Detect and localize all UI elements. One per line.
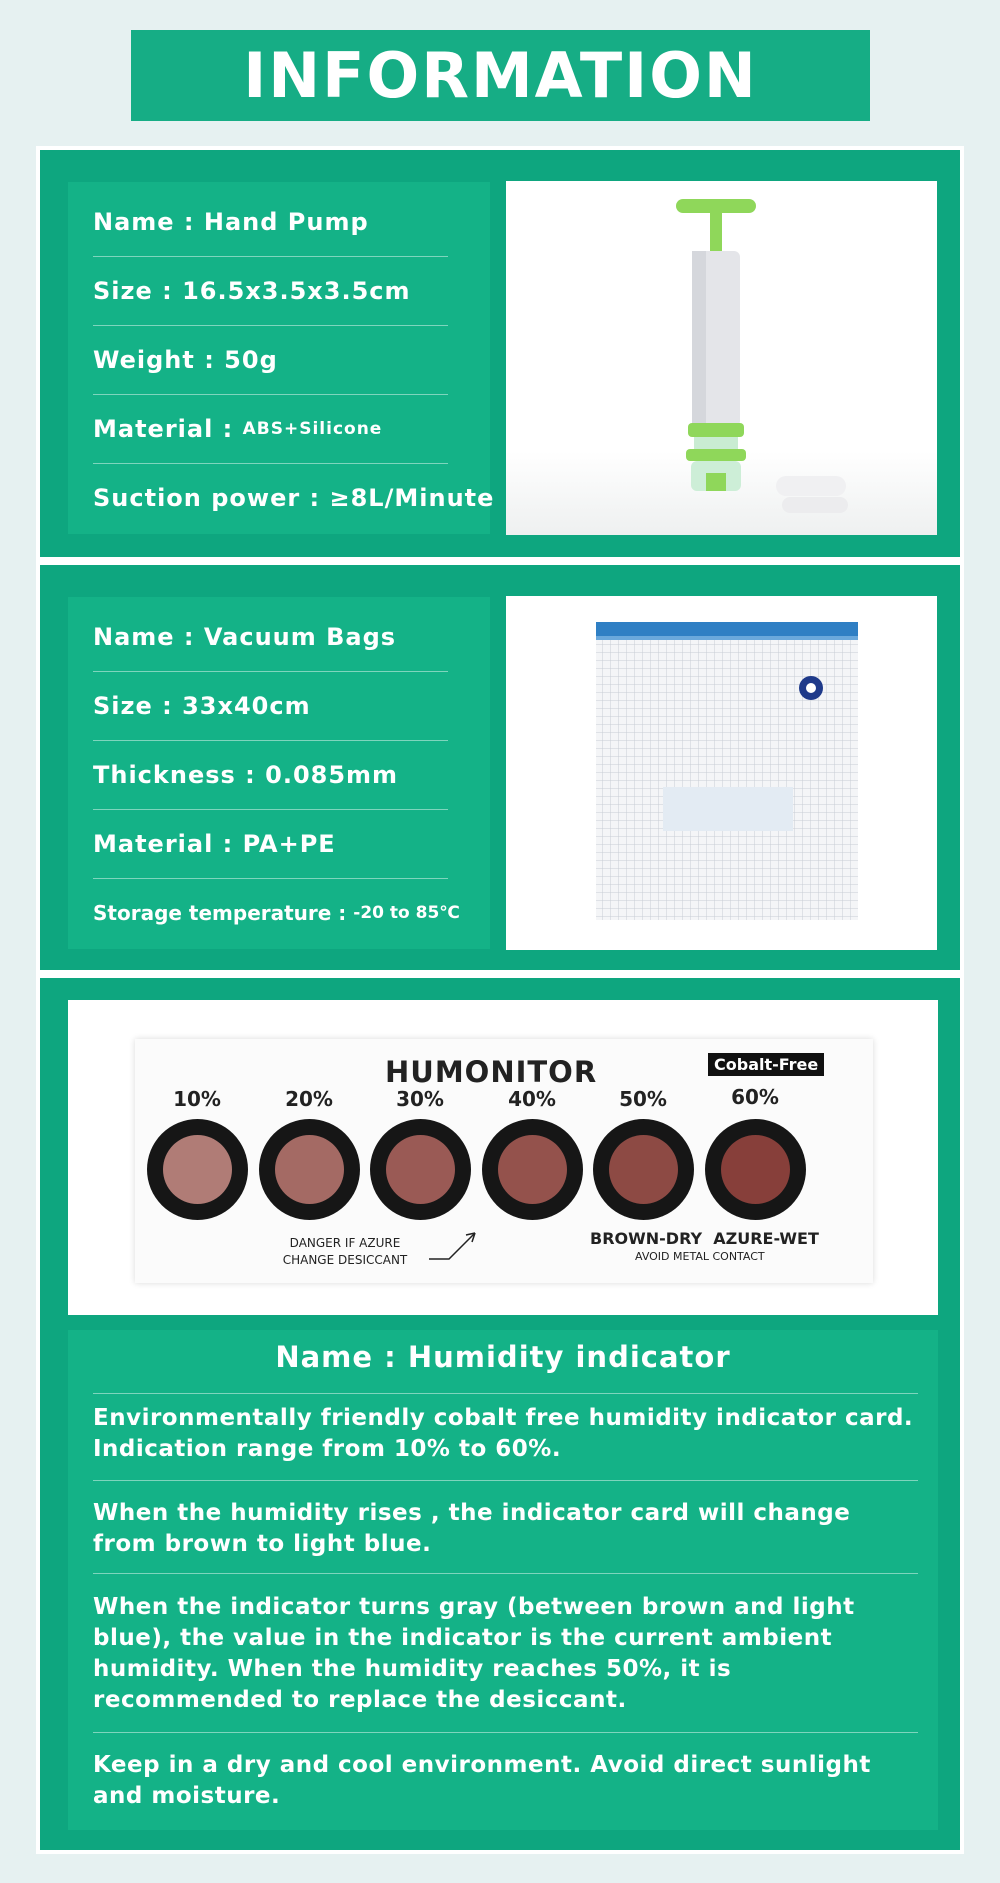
spec-row: Name : Hand Pump <box>93 208 369 236</box>
divider <box>93 1573 918 1574</box>
spec-row: Thickness : 0.085mm <box>93 761 399 789</box>
spec-label: Storage temperature <box>93 901 332 925</box>
divider <box>93 1732 918 1733</box>
humidity-description <box>68 1330 938 1830</box>
spec-value: ABS+Silicone <box>242 419 383 439</box>
vacuum-bags-panel <box>36 561 964 974</box>
spec-value: -20 to 85℃ <box>353 903 460 923</box>
spec-label: Name <box>93 623 175 651</box>
spec-label: Suction power <box>93 484 301 512</box>
level-label: 10% <box>173 1087 221 1111</box>
spec-row: Suction power : ≥8L/Minute <box>93 484 495 512</box>
spec-value: Vacuum Bags <box>203 623 397 651</box>
level-label: 20% <box>285 1087 333 1111</box>
danger-line-1: DANGER IF AZURE <box>289 1236 401 1250</box>
level-label: 50% <box>619 1087 667 1111</box>
humidity-card <box>135 1039 873 1283</box>
spec-value: Hand Pump <box>203 208 369 236</box>
indicator-dot <box>147 1119 248 1220</box>
spec-label: Weight <box>93 346 195 374</box>
spec-label: Size <box>93 277 153 305</box>
level-label: 60% <box>731 1085 779 1109</box>
spec-row: Material : ABS+Silicone <box>93 415 383 443</box>
spec-label: Name <box>93 208 175 236</box>
spec-label: Material <box>93 415 214 443</box>
spec-value: PA+PE <box>242 830 336 858</box>
humidity-card-photo <box>68 1000 938 1315</box>
spec-value: 0.085mm <box>265 761 399 789</box>
cobalt-free-badge: Cobalt-Free <box>708 1053 824 1076</box>
humidity-title: Name : Humidity indicator <box>275 1340 731 1374</box>
paragraph: Environmentally friendly cobalt free humidity indicator card. Indication range from 10% to 60%. <box>93 1405 914 1462</box>
legend-text: BROWN-DRY AZURE-WET <box>590 1229 819 1248</box>
spec-label: Thickness <box>93 761 236 789</box>
indicator-dot <box>259 1119 360 1220</box>
indicator-dot <box>705 1119 806 1220</box>
humidity-panel <box>36 974 964 1854</box>
spec-row: Name : Vacuum Bags <box>93 623 397 651</box>
indicator-dot <box>593 1119 694 1220</box>
paragraph: When the indicator turns gray (between brown and light blue), the value in the indicator is the current ambient humidity. When the humidity reaches 50%, it is recommended to replace the desiccant. <box>93 1594 855 1713</box>
spec-value: ≥8L/Minute <box>329 484 495 512</box>
spec-value: 50g <box>224 346 278 374</box>
hand-pump-panel <box>36 146 964 561</box>
spec-row: Size : 16.5x3.5x3.5cm <box>93 277 411 305</box>
card-title: HUMONITOR <box>385 1055 598 1089</box>
arrow-icon <box>425 1225 485 1265</box>
hand-pump-specs <box>68 182 495 534</box>
hand-pump-illustration <box>506 181 937 535</box>
danger-line-2: CHANGE DESICCANT <box>282 1253 408 1267</box>
indicator-dot <box>370 1119 471 1220</box>
warning-text: AVOID METAL CONTACT <box>635 1250 765 1263</box>
spec-row: Size : 33x40cm <box>93 692 311 720</box>
vacuum-bags-specs <box>68 597 490 949</box>
spec-row: Weight : 50g <box>93 346 278 374</box>
hand-pump-photo <box>506 181 937 535</box>
danger-note <box>260 1235 430 1269</box>
divider <box>93 1393 918 1394</box>
spec-row: Storage temperature : -20 to 85℃ <box>93 901 460 925</box>
vacuum-bag-photo <box>506 596 937 950</box>
spec-label: Material <box>93 830 214 858</box>
paragraph: When the humidity rises , the indicator card will change from brown to light blue. <box>93 1500 851 1557</box>
page-title-text: INFORMATION <box>243 39 758 112</box>
indicator-dot <box>482 1119 583 1220</box>
level-label: 30% <box>396 1087 444 1111</box>
spec-row: Material : PA+PE <box>93 830 336 858</box>
page-title <box>131 30 870 121</box>
divider <box>93 1480 918 1481</box>
spec-value: 33x40cm <box>182 692 311 720</box>
spec-label: Size <box>93 692 153 720</box>
vacuum-bag-illustration <box>506 596 937 950</box>
paragraph: Keep in a dry and cool environment. Avoid direct sunlight and moisture. <box>93 1752 871 1809</box>
spec-value: 16.5x3.5x3.5cm <box>182 277 411 305</box>
level-label: 40% <box>508 1087 556 1111</box>
